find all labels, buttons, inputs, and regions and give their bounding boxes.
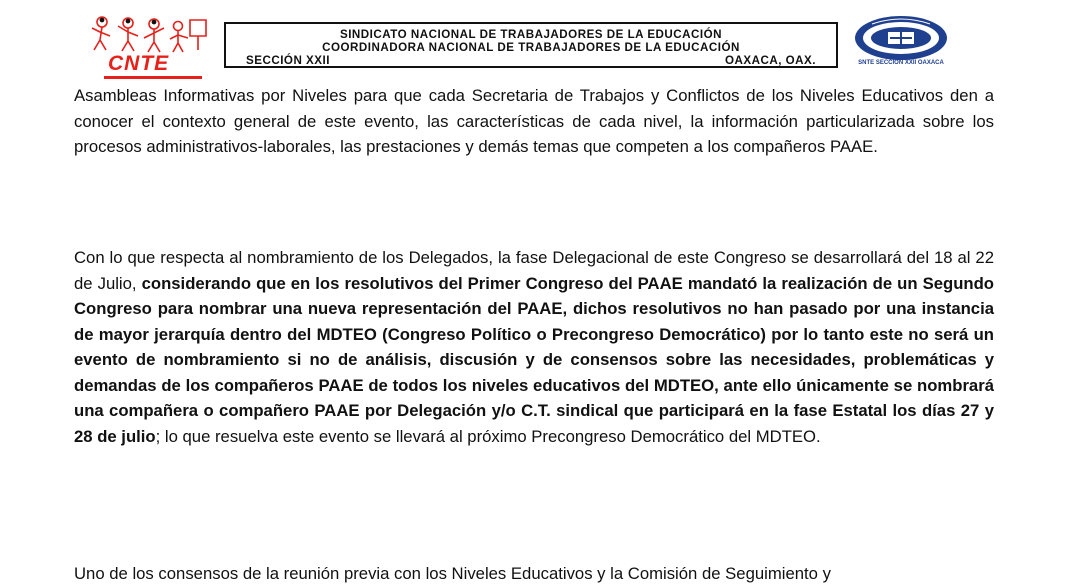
- paragraph-3: Uno de los consensos de la reunión previa con los Niveles Educativos y la Comisión de Seguimiento y: [74, 564, 831, 583]
- snte-seal: [852, 14, 950, 76]
- snte-seal-text: SNTE SECCION XXII OAXACA: [858, 60, 944, 66]
- letterhead: [0, 0, 1068, 80]
- snte-seal-icon: [852, 14, 950, 62]
- coordinadora-name: COORDINADORA NACIONAL DE TRABAJADORES DE LA EDUCACIÓN: [322, 41, 740, 54]
- city-label: OAXACA, OAX.: [724, 54, 816, 67]
- paragraph-2-bold: considerando que en los resolutivos del Primer Congreso del PAAE mandató la realización de un Segundo Congreso para nombrar una nueva representación del PAAE, dichos resolutivos no han pasado por una instancia de mayor jerarquía dentro del MDTEO (Congreso Político o Precongreso Democrático) por lo tanto este no será un evento de nombramiento si no de análisis, discusión y de consensos sobre las necesidades, problemáticas y demandas de los compañeros PAAE de todos los niveles educativos del MDTEO, ante ello únicamente se nombrará una compañera o compañero PAAE por Delegación y/o C.T. sindical que participará en la fase Estatal los días 27 y 28 de julio: [74, 273, 994, 446]
- union-name: SINDICATO NACIONAL DE TRABAJADORES DE LA EDUCACIÓN: [339, 28, 723, 41]
- paragraph-2: [74, 245, 994, 449]
- cnte-underline: [104, 76, 202, 79]
- paragraph-2-intro: Con lo que respecta al nombramiento de los Delegados, la fase Delegacional de este Congreso se desarrollará del 18 al 22 de Julio,: [74, 248, 994, 293]
- cnte-logo-text: CNTE: [108, 52, 170, 75]
- section-label: SECCIÓN XXII: [246, 54, 330, 67]
- letterhead-title-box: [224, 22, 838, 68]
- cnte-figures-icon: [88, 14, 210, 54]
- paragraph-2-end: ; lo que resuelva este evento se llevará al próximo Precongreso Democrático del MDTEO.: [155, 426, 821, 446]
- cnte-logo: [88, 14, 210, 75]
- paragraph-1: Asambleas Informativas por Niveles para que cada Secretaria de Trabajos y Conflictos de los Niveles Educativos den a conocer el contexto general de este evento, las características de cada nivel, la información particularizada sobre los procesos administrativos-laborales, las prestaciones y demás temas que competen a los compañeros PAAE.: [74, 86, 994, 156]
